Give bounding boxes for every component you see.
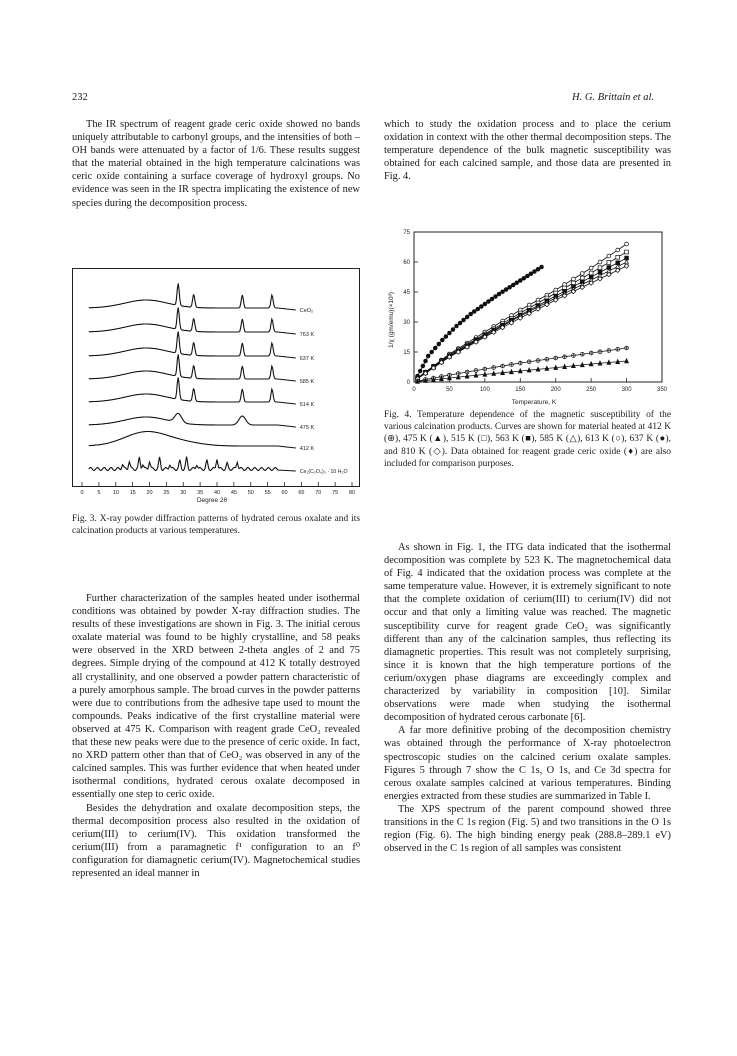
fig4-x-tick-label: 300 bbox=[621, 387, 632, 393]
fig3-x-tick-label: 45 bbox=[230, 490, 237, 496]
fig4-point bbox=[563, 364, 567, 368]
fig3-frame bbox=[73, 269, 360, 487]
fig4-point bbox=[536, 267, 540, 271]
fig3-trace bbox=[89, 377, 296, 404]
figure-4-caption: Fig. 4. Temperature dependence of the magnetic susceptibility of the various calcination products. Curves are shown for material heated at 412 K (⊕), 475 K (▲), 515 K (□), 563 K (■), 585 K (△), 613 K (○), 637 K (●), and 810 K (◇). Data obtained for reagent grade ceric oxide (♦) are also included for comparison purposes. bbox=[384, 410, 671, 469]
fig4-point bbox=[580, 272, 584, 276]
fig4-point bbox=[518, 279, 522, 283]
fig4-point bbox=[458, 321, 462, 325]
fig3-trace-label: 585 K bbox=[299, 379, 315, 385]
fig3-trace-label: 637 K bbox=[299, 356, 315, 362]
fig3-x-tick-label: 20 bbox=[146, 490, 153, 496]
left-column-bottom bbox=[72, 592, 360, 880]
paragraph-parent: The XPS spectrum of the parent compound showed three transitions in the C 1s region (Fig. 5) and two transitions in the O 1s region (Fig. 6). The high binding energy peak (288.8–289.1 eV) observed in the C 1s region of all samples was consistent bbox=[384, 803, 671, 855]
fig4-x-tick-label: 350 bbox=[656, 387, 668, 393]
fig3-x-tick-label: 0 bbox=[80, 490, 84, 496]
fig4-point bbox=[494, 295, 498, 299]
fig4-point bbox=[545, 366, 549, 370]
fig4-point bbox=[451, 328, 455, 332]
paragraph-xrd: Further characterization of the samples heated under isothermal conditions was obtained by powder X-ray diffraction studies. The results of these investigations are shown in Fig. 3. The initial cerous oxalate material was found to be highly crystalline, and 58 peaks were observed in the XRD between 2-theta angles of 2 and 75 degrees. Simple drying of the compound at 412 K totally destroyed all crystallinity, and one observed a powder pattern characteristic of a purely amorphous sample. The broad curves in the powder patterns were due to contributions from the adhesive tape used to mount the compounds. Peaks indicative of the first crystalline material were observed at 475 K. Comparison with reagent grade CeO₂ revealed that these new peaks were due to the presence of ceric oxide. In fact, no XRD pattern other than that of CeO₂ was observed in any of the calcined samples. This was further evidence that when heated under isothermal conditions, hydrated cerous oxalate decomposed in essentially one step to ceric oxide. bbox=[72, 593, 360, 801]
paragraph-besides: Besides the dehydration and oxalate decomposition steps, the thermal decomposition process also resulted in the oxidation of cerium(III) to cerium(IV). This oxidation transformed the cerium(III) from a paramagnetic f¹ configuration to an f⁰ configuration for diamagnetic cerium(IV). Magnetochemical studies represented an ideal manner in bbox=[72, 802, 360, 879]
fig4-y-tick-label: 75 bbox=[403, 230, 410, 236]
fig4-point bbox=[616, 255, 620, 259]
fig4-point bbox=[424, 359, 428, 363]
fig3-trace bbox=[89, 413, 296, 427]
fig4-point bbox=[540, 265, 544, 269]
fig4-point bbox=[580, 276, 584, 280]
fig4-y-tick-label: 15 bbox=[403, 350, 410, 356]
fig3-trace-label: 412 K bbox=[299, 446, 315, 452]
fig3-x-tick-label: 75 bbox=[332, 490, 339, 496]
fig4-point bbox=[469, 312, 473, 316]
fig4-y-tick-label: 0 bbox=[406, 380, 410, 386]
fig4-point bbox=[625, 359, 629, 363]
paragraph-itg: As shown in Fig. 1, the ITG data indicated that the isothermal decomposition was complete by 523 K. The magnetochemical data of Fig. 4 indicated that the oxidation process was complete at the same temperature value. However, it is extremely significant to note that the complete oxidation of cerium(III) to cerium(IV) did not occur and that only a limiting value was reached. The magnetic susceptibility curve for reagent grade CeO₂ was significantly different than any of the calcination samples, thus reflecting its diamagnetic properties. This result was not completely surprising, since it is known that the high temperature portions of the cerium/oxygen phase diagrams are exceedingly complex and characterized by variability in composition [10]. Similar observations were made when studying the isothermal decomposition of hydrated cerous carbonate [6]. bbox=[384, 542, 671, 724]
fig3-trace-label: 475 K bbox=[299, 425, 315, 431]
fig4-point bbox=[433, 346, 437, 350]
fig4-point bbox=[607, 360, 611, 364]
fig4-point bbox=[589, 266, 593, 270]
fig4-point bbox=[501, 290, 505, 294]
fig4-point bbox=[598, 266, 602, 270]
fig4-point bbox=[598, 361, 602, 365]
fig4-series-line bbox=[418, 267, 542, 376]
fig4-point bbox=[437, 342, 441, 346]
fig4-x-tick-label: 0 bbox=[412, 387, 416, 393]
fig4-point bbox=[465, 315, 469, 319]
fig3-x-tick-label: 55 bbox=[264, 490, 271, 496]
fig3-x-tick-label: 25 bbox=[163, 490, 170, 496]
fig3-trace bbox=[89, 354, 296, 381]
fig3-trace-label: 514 K bbox=[299, 402, 315, 408]
fig4-point bbox=[529, 272, 533, 276]
fig4-y-tick-label: 60 bbox=[403, 260, 410, 266]
fig4-x-tick-label: 50 bbox=[446, 387, 453, 393]
fig3-x-tick-label: 40 bbox=[213, 490, 221, 496]
fig4-axes bbox=[403, 230, 667, 393]
fig4-point bbox=[476, 307, 480, 311]
fig4-point bbox=[490, 297, 494, 301]
fig4-point bbox=[625, 250, 629, 254]
fig4-point bbox=[465, 374, 469, 378]
fig4-point bbox=[598, 260, 602, 264]
fig3-x-tick-label: 15 bbox=[129, 490, 136, 496]
fig4-point bbox=[572, 277, 576, 281]
fig3-trace bbox=[89, 331, 296, 358]
fig4-point bbox=[510, 370, 514, 374]
fig4-point bbox=[589, 271, 593, 275]
fig4-point bbox=[572, 364, 576, 368]
right-column-bottom bbox=[384, 541, 671, 855]
fig3-x-tick-label: 5 bbox=[97, 490, 101, 496]
running-author: H. G. Brittain et al. bbox=[572, 92, 654, 103]
fig4-point bbox=[462, 318, 466, 322]
fig4-point bbox=[497, 292, 501, 296]
fig4-series-filled-circle-upper bbox=[416, 265, 544, 378]
paragraph-ir: The IR spectrum of reagent grade ceric oxide showed no bands uniquely attributable to carbonyl groups, and the intensities of both –OH bands were attenuated by a factor of 1/6. These results suggest that the material obtained in the high temperature calcinations was ceric oxide containing a surface coverage of hydroxyl groups. No evidence was seen in the IR spectra implicating the existence of new species during the decomposition process. bbox=[72, 119, 360, 209]
fig4-point bbox=[625, 242, 629, 246]
fig4-point bbox=[616, 248, 620, 252]
fig3-trace-label: 763 K bbox=[299, 332, 315, 338]
fig4-point bbox=[421, 364, 425, 368]
figure-4-susceptibility-plot bbox=[384, 222, 671, 406]
page-number: 232 bbox=[72, 92, 88, 103]
fig4-point bbox=[430, 350, 434, 354]
fig4-point bbox=[554, 365, 558, 369]
fig3-x-tick-label: 80 bbox=[348, 490, 356, 496]
fig4-point bbox=[525, 274, 529, 278]
fig4-x-tick-label: 250 bbox=[586, 387, 597, 393]
fig3-x-tick-label: 70 bbox=[315, 490, 322, 496]
fig4-point bbox=[501, 370, 505, 374]
fig4-point bbox=[518, 369, 522, 373]
figure-3-xrd-plot bbox=[72, 268, 360, 506]
fig4-point bbox=[455, 324, 459, 328]
fig3-x-tick-label: 60 bbox=[281, 490, 288, 496]
fig4-point bbox=[472, 310, 476, 314]
fig4-point bbox=[515, 281, 519, 285]
fig4-point bbox=[440, 338, 444, 342]
fig4-point bbox=[607, 254, 611, 258]
fig4-point bbox=[536, 367, 540, 371]
fig4-point bbox=[492, 371, 496, 375]
fig4-ylabel: 1/χ (gm/emu)(×10³) bbox=[388, 292, 395, 348]
fig4-point bbox=[624, 264, 629, 269]
fig4-point bbox=[483, 302, 487, 306]
fig4-point bbox=[580, 363, 584, 367]
fig4-point bbox=[511, 283, 515, 287]
fig3-x-tick-label: 30 bbox=[180, 490, 187, 496]
figure-3-caption: Fig. 3. X-ray powder diffraction patterns of hydrated cerous oxalate and its calcination products at various temperatures. bbox=[72, 514, 360, 537]
fig4-point bbox=[522, 276, 526, 280]
fig4-point bbox=[479, 305, 483, 309]
right-column-top bbox=[384, 118, 671, 183]
fig4-point bbox=[487, 300, 491, 304]
fig3-traces bbox=[89, 283, 296, 471]
fig4-series-plus-circle bbox=[416, 346, 629, 383]
fig3-x-tick-label: 50 bbox=[247, 490, 254, 496]
fig4-point bbox=[616, 359, 620, 363]
fig3-x-tick-label: 65 bbox=[298, 490, 305, 496]
fig3-x-tick-label: 10 bbox=[112, 490, 119, 496]
fig3-trace bbox=[89, 457, 296, 471]
paragraph-xps: A far more definitive probing of the decomposition chemistry was obtained through the performance of X-ray photoelectron spectroscopic studies on the calcined cerium oxalate samples. Figures 5 through 7 show the C 1s, O 1s, and Ce 3d spectra for cerous oxalate samples calcined at various temperatures. Binding energies extracted from these studies are summarized in Table I. bbox=[384, 725, 671, 802]
fig4-point bbox=[474, 373, 478, 377]
fig4-point bbox=[483, 372, 487, 376]
fig4-y-tick-label: 30 bbox=[403, 320, 410, 326]
fig4-point bbox=[607, 261, 611, 265]
fig4-point bbox=[426, 354, 430, 358]
fig3-trace bbox=[89, 283, 296, 310]
fig4-y-tick-label: 45 bbox=[403, 290, 410, 296]
fig4-x-tick-label: 150 bbox=[515, 387, 526, 393]
paragraph-continuation: which to study the oxidation process and to place the cerium oxidation in context with the other thermal decomposition steps. The temperature dependence of the bulk magnetic susceptibility was obtained for each calcined sample, and those data are presented in Fig. 4. bbox=[384, 119, 671, 183]
fig3-axis bbox=[73, 482, 360, 496]
fig3-trace-label: Ce₂(C₂O₄)₃ · 10 H₂O bbox=[299, 469, 348, 475]
fig4-point bbox=[456, 375, 460, 379]
fig3-xlabel: Degree 2θ bbox=[196, 497, 228, 504]
fig4-point bbox=[527, 368, 531, 372]
fig3-x-tick-label: 35 bbox=[197, 490, 204, 496]
fig3-trace bbox=[89, 432, 296, 449]
fig4-xlabel: Temperature, K bbox=[511, 399, 557, 406]
fig3-trace bbox=[89, 307, 296, 334]
fig3-trace-labels bbox=[300, 308, 348, 475]
fig4-point bbox=[444, 335, 448, 339]
fig4-x-tick-label: 200 bbox=[550, 387, 561, 393]
fig4-point bbox=[504, 288, 508, 292]
fig4-point bbox=[508, 285, 512, 289]
fig4-series bbox=[415, 242, 629, 383]
fig4-point bbox=[418, 369, 422, 373]
fig4-point bbox=[448, 331, 452, 335]
left-column-top bbox=[72, 118, 360, 210]
fig4-x-tick-label: 100 bbox=[479, 387, 490, 393]
fig3-trace-label: CeO₂ bbox=[299, 308, 314, 314]
fig4-point bbox=[589, 362, 593, 366]
fig4-point bbox=[533, 270, 537, 274]
